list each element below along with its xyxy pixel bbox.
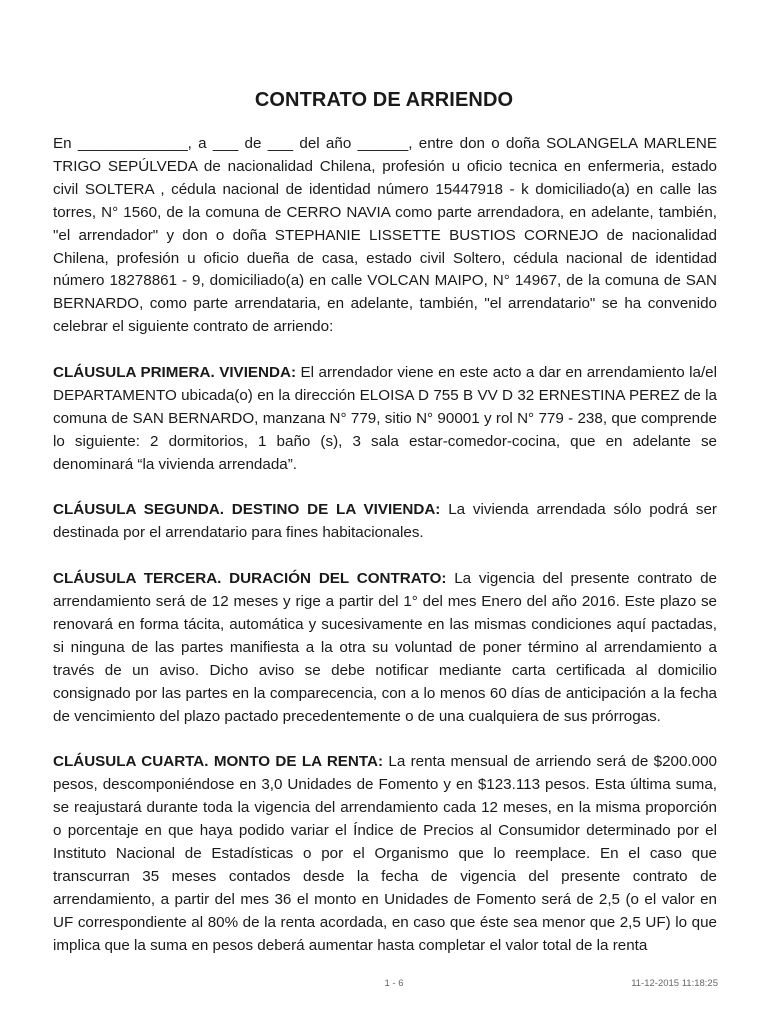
print-timestamp: 11-12-2015 11:18:25 — [631, 978, 718, 989]
document-body — [53, 133, 717, 980]
clause-text: La renta mensual de arriendo será de $200.000 pesos, descomponiéndose en 3,0 Unidades de Fomento y en $123.113 pesos. Esta última suma, se reajustará durante toda la vigencia del arrendamiento cada 12 meses, en la misma proporción o porcentaje en que haya podido variar el Índice de Precios al Consumidor determinado por el Instituto Nacional de Estadísticas o por el Organismo que lo reemplace. En el caso que transcurran 35 meses contados desde la fecha de vigencia del presente contrato de arrendamiento, a partir del mes 36 el monto en Unidades de Fomento será de 2,5 (o el valor en UF correspondiente al 80% de la renta acordada, en caso que éste sea menor que 2,5 UF) lo que implica que la suma en pesos deberá aumentar hasta completar el valor total de la renta — [53, 753, 717, 954]
clause-tercera — [53, 568, 717, 728]
clause-text: La vivienda arrendada sólo podrá ser destinada por el arrendatario para fines habitacionales. — [53, 501, 717, 542]
clause-primera — [53, 362, 717, 477]
clause-cuarta — [53, 751, 717, 957]
clause-heading: CLÁUSULA PRIMERA. VIVIENDA: — [53, 364, 297, 382]
document-title: CONTRATO DE ARRIENDO — [254, 89, 514, 111]
clause-heading: CLÁUSULA TERCERA. DURACIÓN DEL CONTRATO: — [53, 570, 447, 588]
clause-text: La vigencia del presente contrato de arrendamiento será de 12 meses y rige a partir del 1° del mes Enero del año 2016. Este plazo se renovará en forma tácita, automática y sucesivamente en las mismas condiciones aquí pactadas, si ninguna de las partes manifiesta a la otra su voluntad de poner término al arrendamiento a través de un aviso. Dicho aviso se debe notificar mediante carta certificada al domicilio consignado por las partes en la comparecencia, con a lo menos 60 días de anticipación a la fecha de vencimiento del plazo pactado precedentemente o de una cualquiera de sus prórrogas. — [53, 570, 717, 725]
intro-paragraph: En _____________, a ___ de ___ del año ______, entre don o doña SOLANGELA MARLENE TRIGO SEPÚLVEDA de nacionalidad Chilena, profesión u oficio tecnica en enfermeria, estado civil SOLTERA , cédula nacional de identidad número 15447918 - k domiciliado(a) en calle las torres, N° 1560, de la comuna de CERRO NAVIA como parte arrendadora, en adelante, también, "el arrendador" y don o doña STEPHANIE LISSETTE BUSTIOS CORNEJO de nacionalidad Chilena, profesión u oficio dueña de casa, estado civil Soltero, cédula nacional de identidad número 18278861 - 9, domiciliado(a) en calle VOLCAN MAIPO, N° 14967, de la comuna de SAN BERNARDO, como parte arrendataria, en adelante, también, "el arrendatario" se ha convenido celebrar el siguiente contrato de arriendo: — [53, 135, 717, 336]
clause-text: El arrendador viene en este acto a dar en arrendamiento la/el DEPARTAMENTO ubicada(o) en la dirección ELOISA D 755 B VV D 32 ERNESTINA PEREZ de la comuna de SAN BERNARDO, manzana N° 779, sitio N° 90001 y rol N° 779 - 238, que comprende lo siguiente: 2 dormitorios, 1 baño (s), 3 sala estar-comedor-cocina, que en adelante se denominará “la vivienda arrendada”. — [53, 364, 717, 473]
clause-heading: CLÁUSULA CUARTA. MONTO DE LA RENTA: — [53, 753, 384, 771]
clause-heading: CLÁUSULA SEGUNDA. DESTINO DE LA VIVIENDA: — [53, 501, 441, 519]
clause-segunda — [53, 499, 717, 545]
page-number: 1 - 6 — [384, 978, 404, 989]
